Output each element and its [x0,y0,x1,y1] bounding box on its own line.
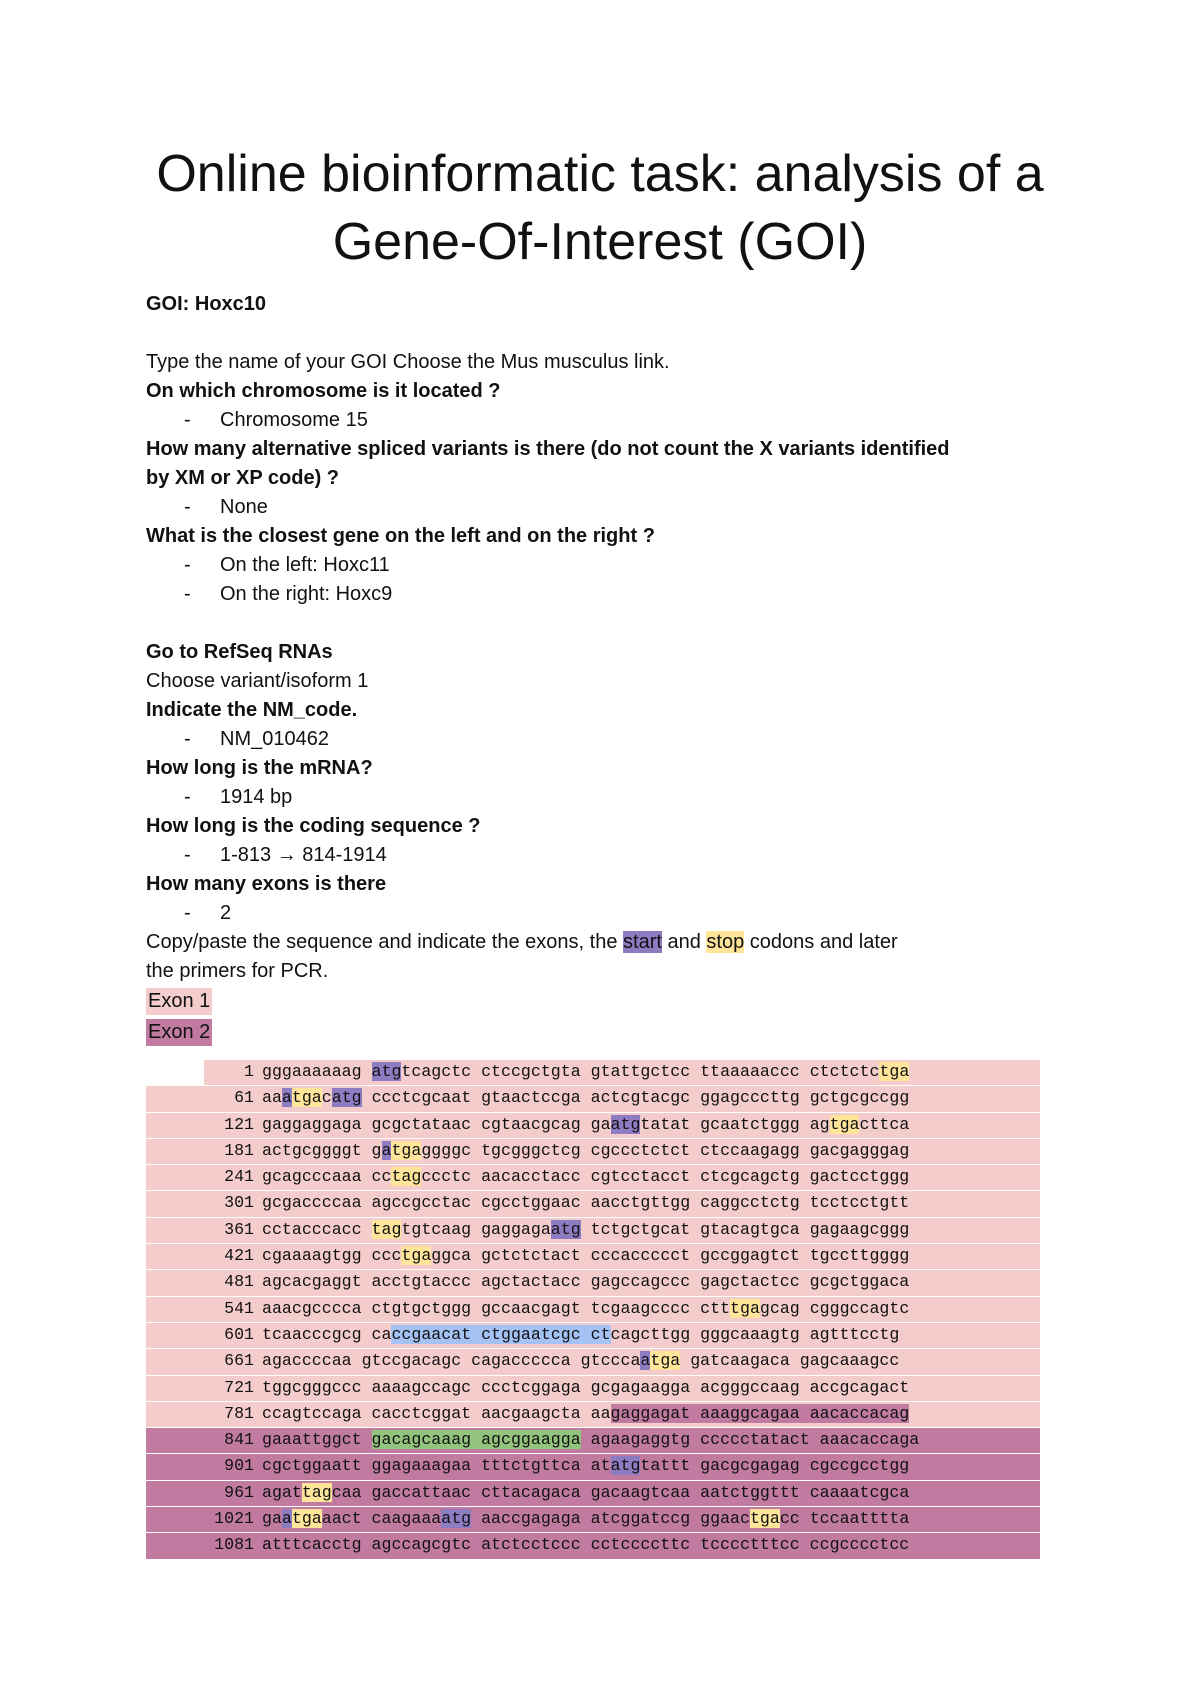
sequence-block [146,1060,1040,1560]
sequence-position: 721 [224,1377,254,1397]
question-chromosome: On which chromosome is it located ? [146,380,501,402]
sequence-row [146,1270,1040,1295]
sequence-text: gcgaccccaa agccgcctac cgcctggaac aacctgttgg caggcctctg tcctcctgtt [262,1193,910,1213]
stop-codon: tag [391,1167,422,1187]
stop-codon: tga [879,1062,910,1081]
sequence-position: 661 [224,1351,254,1371]
question-variants-2: by XM or XP code) ? [146,467,339,489]
sequence-row [204,1060,1040,1085]
sequence-position: 421 [224,1246,254,1266]
sequence-position: 121 [224,1114,254,1134]
sequence-row [146,1113,1040,1138]
sequence-row [146,1507,1040,1532]
sequence-text: caa gaccattaac cttacagaca gacaagtcaa aatctggttt caaaatcgca [331,1482,910,1502]
sequence-row [146,1323,1040,1348]
copy-instruction-2: the primers for PCR. [146,960,329,982]
sequence-text: atttcacctg agccagcgtc atctcctccc cctccccttc tcccctttcc ccgcccctcc [262,1535,910,1555]
stop-codon-legend: stop [706,931,745,953]
start-codon: a [381,1140,392,1160]
start-codon-legend: start [623,931,662,953]
sequence-text: tattt gacgcgagag cgccgcctgg [640,1456,910,1476]
sequence-text: cc tccaatttta [779,1509,910,1529]
sequence-text: gatcaagaca gagcaaagcc [680,1351,900,1371]
start-codon: atg [550,1219,581,1239]
sequence-row [146,1139,1040,1164]
sequence-position: 1 [244,1062,254,1081]
sequence-text: tctgctgcat gtacagtgca gagaagcggg [580,1219,910,1239]
sequence-text: ggggc tgcgggctcg cgccctctct ctccaagagg gacgagggag [421,1140,910,1160]
copy-instruction-1: Copy/paste the sequence and indicate the exons, the start and stop codons and later [146,931,898,953]
instruction-text: Type the name of your GOI Choose the Mus musculus link. [146,351,670,373]
sequence-position: 541 [224,1298,254,1318]
sequence-row [146,1086,1040,1111]
exon1-legend: Exon 1 [146,988,212,1015]
sequence-position: 241 [224,1167,254,1187]
refseq-heading: Go to RefSeq RNAs [146,641,333,663]
answer-right-gene: - On the right: Hoxc9 [184,583,393,605]
sequence-text: agat [262,1482,302,1502]
sequence-text: cgctggaatt ggagaaagaa tttctgttca at [262,1456,611,1476]
sequence-text: tgtcaag gaggaga [401,1219,551,1239]
answer-chromosome: - Chromosome 15 [184,409,368,431]
sequence-row [146,1428,1040,1453]
sequence-text: aaacgcccca ctgtgctggg gccaacgagt tcgaagcccc ctt [262,1298,731,1318]
sequence-text: aaccgagaga atcggatccg ggaac [471,1509,750,1529]
sequence-position: 781 [224,1403,254,1423]
stop-codon: tga [291,1509,322,1529]
sequence-position: 1081 [214,1535,254,1555]
sequence-text: c [321,1088,332,1108]
document-title [60,140,1140,276]
stop-codon: tag [301,1482,332,1502]
sequence-row [146,1533,1040,1558]
sequence-text: cctacccacc [262,1219,372,1239]
sequence-text: gggaaaaaag [262,1062,372,1081]
start-codon: a [640,1351,651,1371]
sequence-position: 481 [224,1272,254,1292]
sequence-text: agcacgaggt acctgtaccc agctactacc gagccagccc gagctactcc gcgctggaca [262,1272,910,1292]
question-exon-count: How many exons is there [146,873,387,895]
question-variants-1: How many alternative spliced variants is there (do not count the X variants identified [146,438,950,460]
sequence-text: ccagtccaga cacctcggat aacgaagcta aa [262,1403,611,1423]
sequence-position: 61 [234,1088,254,1108]
sequence-text: gaggaggaga gcgctataac cgtaacgcag ga [262,1114,611,1134]
sequence-row [146,1191,1040,1216]
title-line-1: Online bioinformatic task: analysis of a [156,145,1044,203]
stop-codon: tga [650,1351,681,1371]
sequence-position: 901 [224,1456,254,1476]
start-codon: a [281,1088,292,1108]
sequence-text: cagcttgg gggcaaagtg agtttcctg [610,1324,900,1344]
answer-mrna-length: - 1914 bp [184,786,293,808]
sequence-text: gcag cgggccagtc [759,1298,910,1318]
primer-highlight: gaggagat aaaggcagaa aacaccacag [610,1403,910,1423]
stop-codon: tga [829,1114,860,1134]
start-codon: atg [610,1456,641,1476]
sequence-text: ggca gctctctact cccaccccct gccggagtct tgccttgggg [431,1246,910,1266]
sequence-row [146,1297,1040,1322]
goi-heading: GOI: Hoxc10 [146,293,267,315]
stop-codon: tag [371,1219,402,1239]
sequence-position: 361 [224,1219,254,1239]
sequence-row [146,1376,1040,1401]
sequence-text: gaaattggct [262,1430,372,1450]
start-codon: atg [371,1062,402,1081]
answer-exon-count: - 2 [184,902,232,924]
sequence-row [146,1244,1040,1269]
sequence-row [146,1218,1040,1243]
question-cds-length: How long is the coding sequence ? [146,815,481,837]
sequence-text: ccctc aacacctacc cgtcctacct ctcgcagctg gactcctggg [421,1167,910,1187]
sequence-text: ccctcgcaat gtaactccga actcgtacgc ggagcccttg gctgcgccgg [361,1088,910,1108]
sequence-text: tcagctc ctccgctgta gtattgctcc ttaaaaaccc ctctctc [401,1062,880,1081]
stop-codon: tga [391,1140,422,1160]
sequence-position: 841 [224,1430,254,1450]
sequence-row [146,1402,1040,1427]
sequence-text: tggcgggccc aaaagccagc ccctcggaga gcgagaagga acgggccaag accgcagact [262,1377,910,1397]
sequence-text: cttca [859,1114,910,1134]
exon2-legend: Exon 2 [146,1019,212,1046]
sequence-text: aa [262,1088,282,1108]
answer-cds-length: - 1-813 → 814-1914 [184,844,387,866]
sequence-text: agaccccaa gtccgacagc cagaccccca gtccca [262,1351,641,1371]
start-codon: atg [331,1088,362,1108]
stop-codon: tga [401,1246,432,1266]
sequence-row [146,1165,1040,1190]
sequence-row [146,1454,1040,1479]
stop-codon: tga [749,1509,780,1529]
answer-left-gene: - On the left: Hoxc11 [184,554,390,576]
primer-highlight: ccgaacat ctggaatcgc ct [391,1324,611,1344]
sequence-position: 301 [224,1193,254,1213]
answer-variants: - None [184,496,268,518]
question-mrna-length: How long is the mRNA? [146,757,373,779]
sequence-text: agaagaggtg ccccctatact aaacaccaga [580,1430,920,1450]
stop-codon: tga [730,1298,760,1318]
start-codon: a [281,1509,292,1529]
sequence-position: 601 [224,1324,254,1344]
primer-highlight: gacagcaaag agcggaagga [371,1430,581,1450]
question-section [146,290,1066,1048]
sequence-text: ga [262,1509,282,1529]
choose-variant-text: Choose variant/isoform 1 [146,670,369,692]
sequence-position: 1021 [214,1509,254,1529]
sequence-text: cgaaaagtgg ccc [262,1246,402,1266]
sequence-text: actgcggggt g [262,1140,382,1160]
sequence-text: gcagcccaaa cc [262,1167,392,1187]
stop-codon: tga [291,1088,322,1108]
question-closest-gene: What is the closest gene on the left and on the right ? [146,525,655,547]
title-line-2: Gene-Of-Interest (GOI) [332,213,868,271]
sequence-row [146,1481,1040,1506]
start-codon: atg [441,1509,472,1529]
sequence-text: aact caagaaa [321,1509,442,1529]
sequence-position: 181 [224,1140,254,1160]
start-codon: atg [610,1114,641,1134]
sequence-position: 961 [224,1482,254,1502]
sequence-text: tatat gcaatctggg ag [640,1114,830,1134]
question-nm-code: Indicate the NM_code. [146,699,358,721]
sequence-row [146,1349,1040,1374]
sequence-text: tcaacccgcg ca [262,1324,392,1344]
answer-nm-code: - NM_010462 [184,728,329,750]
